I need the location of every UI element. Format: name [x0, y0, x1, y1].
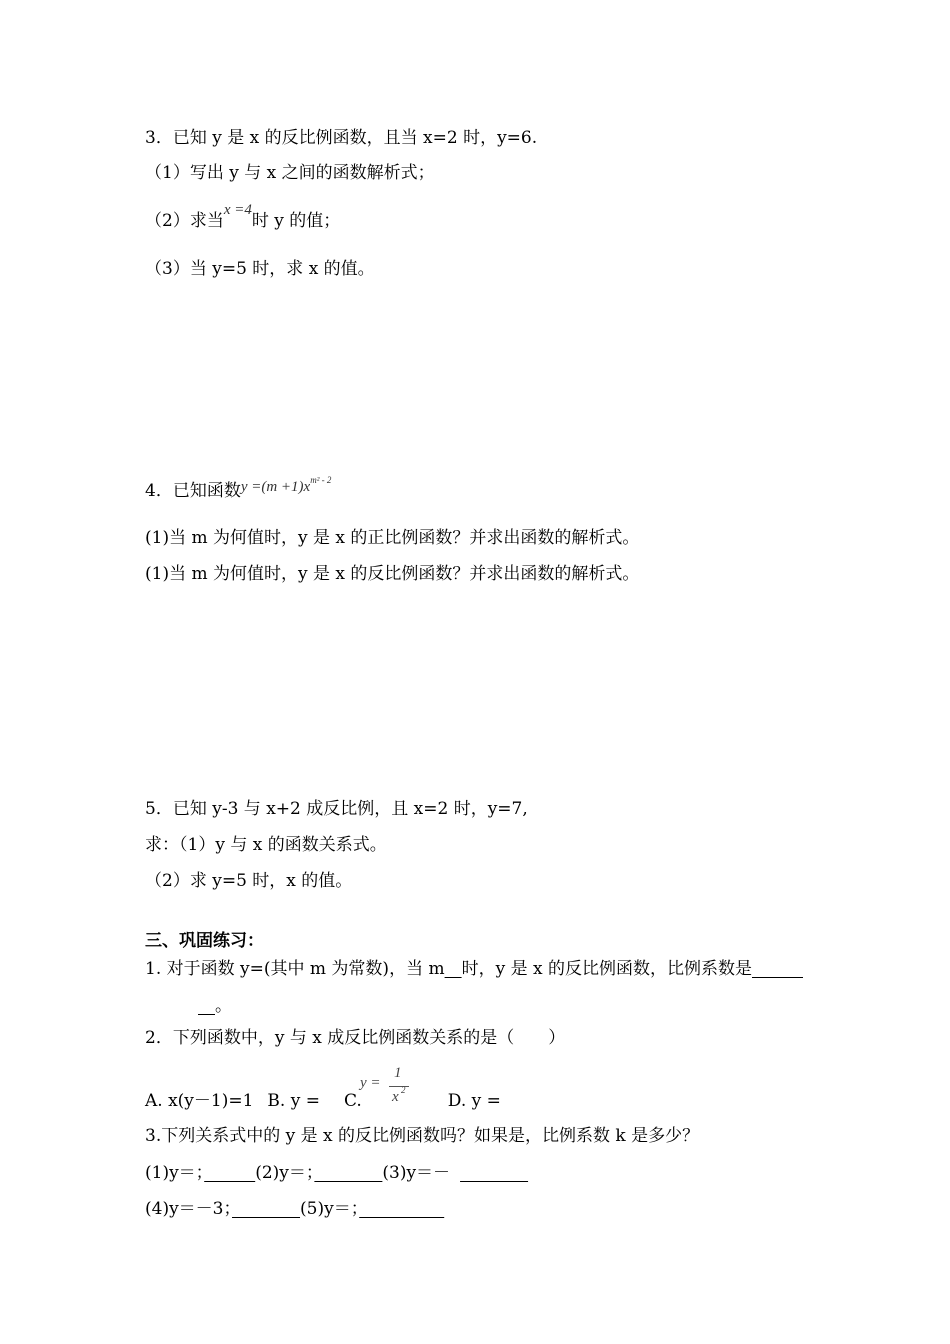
e3-item-2: (2)y＝； — [255, 1163, 315, 1183]
option-c-exponent: 2 — [401, 1085, 406, 1095]
exercise-1-text-b: 时，y 是 x 的反比例函数，比例系数是 — [461, 959, 752, 979]
exercise-1 — [145, 958, 803, 980]
option-c-fraction-bar — [389, 1086, 409, 1087]
q3-part2-pre: （2）求当 — [145, 211, 224, 231]
exercise-1-text-a: 1. 对于函数 y=(其中 m 为常数)，当 m — [145, 959, 445, 979]
exercise-3: 3.下列关系式中的 y 是 x 的反比例函数吗？如果是，比例系数 k 是多少？ — [145, 1126, 700, 1146]
q3-part3: （3）当 y=5 时，求 x 的值。 — [145, 259, 375, 279]
q4-exponent: m² - 2 — [310, 475, 332, 485]
option-d: D. y = — [447, 1091, 501, 1111]
e3-item-5: (5)y＝； — [300, 1199, 360, 1219]
q3-title: 3．已知 y 是 x 的反比例函数，且当 x=2 时，y=6. — [145, 128, 538, 148]
q3-part1: （1）写出 y 与 x 之间的函数解析式； — [145, 163, 435, 183]
q4-pre: 4．已知函数 — [145, 481, 241, 501]
q3-part2 — [145, 202, 341, 233]
option-c-formula-lhs: y = — [360, 1075, 381, 1091]
e3-item-4: (4)y＝－3； — [145, 1199, 233, 1219]
q5-part2: （2）求 y=5 时，x 的值。 — [145, 871, 353, 891]
exercise-1-end: 。 — [215, 996, 232, 1016]
option-c-numerator: 1 — [394, 1065, 402, 1081]
exercise-2-options — [145, 1090, 501, 1112]
exercise-2: 2．下列函数中，y 与 x 成反比例函数关系的是（ ） — [145, 1028, 566, 1048]
section-title: 三、巩固练习： — [145, 931, 264, 951]
exercise-1-blank-2[interactable] — [752, 959, 803, 979]
exercise-3-line-2 — [145, 1198, 444, 1220]
option-a: A. x(y－1)=1 — [145, 1091, 254, 1111]
q5-title: 5．已知 y-3 与 x+2 成反比例，且 x=2 时，y=7, — [145, 799, 528, 819]
e3-blank-3[interactable] — [460, 1163, 528, 1183]
option-b: B. y = — [267, 1091, 320, 1111]
exercise-1-blank-3[interactable] — [198, 996, 215, 1016]
exercise-1-blank-1[interactable] — [445, 959, 462, 979]
q4-part1: (1)当 m 为何值时，y 是 x 的正比例函数？并求出函数的解析式。 — [145, 528, 640, 548]
exercise-3-line-1 — [145, 1162, 528, 1184]
e3-item-3: (3)y＝－ — [382, 1163, 451, 1183]
q4-title — [145, 475, 332, 504]
e3-blank-2[interactable] — [314, 1163, 382, 1183]
option-c-denominator: x — [392, 1089, 399, 1105]
e3-item-1: (1)y＝； — [145, 1163, 205, 1183]
q3-part2-post: 时 y 的值； — [251, 211, 341, 231]
e3-blank-1[interactable] — [204, 1163, 255, 1183]
exercise-1-cont — [198, 995, 232, 1017]
e3-blank-4[interactable] — [232, 1199, 300, 1219]
q4-part2: (1)当 m 为何值时，y 是 x 的反比例函数？并求出函数的解析式。 — [145, 564, 640, 584]
q5-part1: 求：（1）y 与 x 的函数关系式。 — [145, 835, 387, 855]
q4-formula: y =(m +1)x — [240, 479, 311, 495]
e3-blank-5[interactable] — [359, 1199, 444, 1219]
q3-part2-formula: x =4 — [223, 202, 252, 218]
option-c: C. — [343, 1091, 362, 1111]
